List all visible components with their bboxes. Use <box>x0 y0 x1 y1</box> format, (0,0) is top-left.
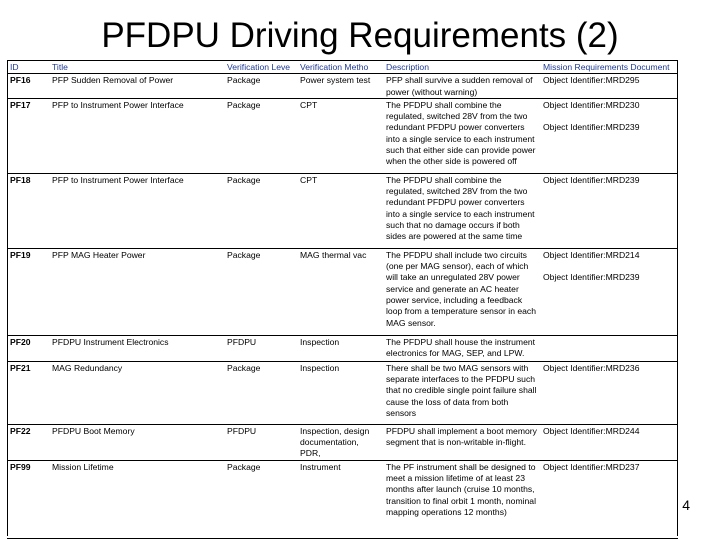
table-row <box>7 460 678 538</box>
doc-id: Object Identifier:MRD236 <box>543 362 640 373</box>
row-id: PF19 <box>7 248 49 335</box>
row-docs <box>540 248 678 335</box>
row-verification-method: Inspection <box>297 361 383 424</box>
table-right-border <box>677 60 678 536</box>
header-description: Description <box>383 61 540 74</box>
row-description: The PFDPU shall include two circuits (one per MAG sensor), each of which will take an unregulated 28V power service and generate an AC heater power service, including a feedback loop from a temperature sensor in each MAG sensor. <box>383 248 540 335</box>
row-verification-method: Inspection, design documentation, PDR, <box>297 424 383 460</box>
table-row <box>7 361 678 424</box>
row-docs <box>540 173 678 248</box>
table-row <box>7 98 678 173</box>
row-verification-level: Package <box>224 248 297 335</box>
doc-id: Object Identifier:MRD239 <box>543 174 640 185</box>
doc-id: Object Identifier:MRD230 <box>543 99 640 110</box>
row-docs <box>540 74 678 99</box>
row-verification-level: Package <box>224 98 297 173</box>
row-description: PFDPU shall implement a boot memory segment that is non-writable in-flight. <box>383 424 540 460</box>
row-title: PFP MAG Heater Power <box>49 248 224 335</box>
table-row <box>7 335 678 361</box>
row-description: The PFDPU shall combine the regulated, switched 28V from the two redundant PFDPU power converters into a single service to each instrument such that no damage occurs if both sides are powered at the same time <box>383 173 540 248</box>
header-verification-method: Verification Metho <box>297 61 383 74</box>
row-id: PF16 <box>7 74 49 99</box>
doc-id: Object Identifier:MRD214 <box>543 249 640 260</box>
row-verification-method: MAG thermal vac <box>297 248 383 335</box>
header-mission-requirements-document: Mission Requirements Document <box>540 61 678 74</box>
row-verification-method: CPT <box>297 98 383 173</box>
row-title: PFDPU Boot Memory <box>49 424 224 460</box>
row-verification-level: Package <box>224 460 297 538</box>
slide-title: PFDPU Driving Requirements (2) <box>101 16 619 55</box>
header-verification-level: Verification Leve <box>224 61 297 74</box>
row-verification-level: Package <box>224 74 297 99</box>
row-description: PFP shall survive a sudden removal of power (without warning) <box>383 74 540 99</box>
row-id: PF22 <box>7 424 49 460</box>
row-verification-method: CPT <box>297 173 383 248</box>
row-description: The PF instrument shall be designed to meet a mission lifetime of at least 23 months after launch (cruise 10 months, transition to final orbit 1 month, nominal mapping operations 12 months) <box>383 460 540 538</box>
row-docs <box>540 424 678 460</box>
row-verification-method: Inspection <box>297 335 383 361</box>
row-title: PFP Sudden Removal of Power <box>49 74 224 99</box>
doc-id: Object Identifier:MRD237 <box>543 461 640 472</box>
row-title: Mission Lifetime <box>49 460 224 538</box>
row-docs <box>540 335 678 361</box>
table-row <box>7 74 678 99</box>
requirements-table <box>7 60 678 539</box>
row-id: PF18 <box>7 173 49 248</box>
row-description: There shall be two MAG sensors with separate interfaces to the PFDPU such that no credible single point failure shall cause the loss of data from both sensors <box>383 361 540 424</box>
page-number: 4 <box>682 497 690 513</box>
row-verification-method: Instrument <box>297 460 383 538</box>
table-left-border <box>7 60 8 536</box>
row-description: The PFDPU shall combine the regulated, switched 28V from the two redundant PFDPU power converters into a single service to each instrument such that either side can provide power when the other side is powered off <box>383 98 540 173</box>
row-id: PF17 <box>7 98 49 173</box>
row-title: PFP to Instrument Power Interface <box>49 98 224 173</box>
row-docs <box>540 361 678 424</box>
table-row <box>7 173 678 248</box>
row-title: PFP to Instrument Power Interface <box>49 173 224 248</box>
row-verification-level: Package <box>224 173 297 248</box>
doc-id: Object Identifier:MRD295 <box>543 75 640 86</box>
doc-id: Object Identifier:MRD239 <box>543 272 640 283</box>
header-id: ID <box>7 61 49 74</box>
header-title: Title <box>49 61 224 74</box>
doc-id: Object Identifier:MRD244 <box>543 425 640 436</box>
row-description: The PFDPU shall house the instrument electronics for MAG, SEP, and LPW. <box>383 335 540 361</box>
row-verification-level: PFDPU <box>224 424 297 460</box>
row-verification-level: Package <box>224 361 297 424</box>
row-verification-method: Power system test <box>297 74 383 99</box>
table-row <box>7 248 678 335</box>
row-id: PF20 <box>7 335 49 361</box>
doc-id: Object Identifier:MRD239 <box>543 122 640 133</box>
row-verification-level: PFDPU <box>224 335 297 361</box>
table-row <box>7 424 678 460</box>
row-id: PF21 <box>7 361 49 424</box>
table-header-row <box>7 61 678 74</box>
row-title: MAG Redundancy <box>49 361 224 424</box>
row-docs <box>540 460 678 538</box>
row-docs <box>540 98 678 173</box>
row-title: PFDPU Instrument Electronics <box>49 335 224 361</box>
row-id: PF99 <box>7 460 49 538</box>
